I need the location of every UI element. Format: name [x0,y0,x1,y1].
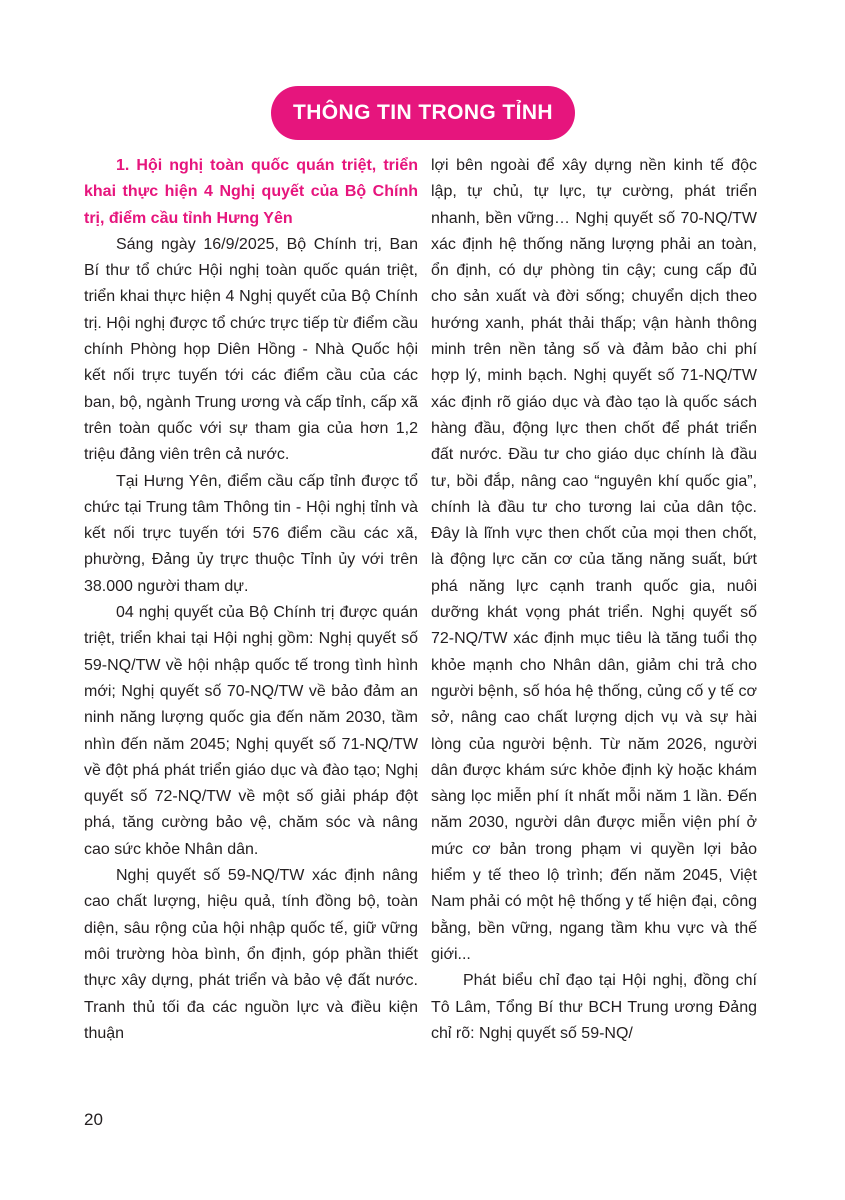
paragraph: lợi bên ngoài để xây dựng nền kinh tế độc lập, tự chủ, tự lực, tự cường, phát triển nhanh, bền vững… Nghị quyết số 70-NQ/TW xác định hệ thống năng lượng phải an toàn, ổn định, có dự phòng tin cậy; cung cấp đủ cho sản xuất và đời sống; chuyển dịch theo hướng xanh, phát thải thấp; vận hành thông minh trên nền tảng số và đảm bảo chi phí hợp lý, minh bạch. Nghị quyết số 71-NQ/TW xác định rõ giáo dục và đào tạo là quốc sách hàng đầu, động lực then chốt để phát triển đất nước. Đầu tư cho giáo dục chính là đầu tư, bồi đắp, nâng cao “nguyên khí quốc gia”, chính là đầu tư cho tương lai của dân tộc. Đây là lĩnh vực then chốt của mọi then chốt, là động lực căn cơ của tăng năng suất, bứt phá năng lực cạnh tranh quốc gia, nuôi dưỡng khát vọng phát triển. Nghị quyết số 72-NQ/TW xác định mục tiêu là tăng tuổi thọ khỏe mạnh cho Nhân dân, giảm chi trả cho người bệnh, số hóa hệ thống, củng cố y tế cơ sở, nâng cao chất lượng dịch vụ và sự hài lòng của người bệnh. Từ năm 2026, người dân được khám sức khỏe định kỳ hoặc khám sàng lọc miễn phí ít nhất mỗi năm 1 lần. Đến năm 2030, người dân được miễn viện phí ở mức cơ bản trong phạm vi quyền lợi bảo hiểm y tế theo lộ trình; đến năm 2045, Việt Nam phải có một hệ thống y tế hiện đại, công bằng, bền vững, ngang tầm khu vực và thế giới... [431,157,757,963]
paragraph: Sáng ngày 16/9/2025, Bộ Chính trị, Ban Bí thư tổ chức Hội nghị toàn quốc quán triệt, triển khai thực hiện 4 Nghị quyết của Bộ Chính trị. Hội nghị được tổ chức trực tiếp từ điểm cầu chính Phòng họp Diên Hồng - Nhà Quốc hội kết nối trực tuyến tới các điểm cầu của các ban, bộ, ngành Trung ương và cấp tỉnh, cấp xã trên toàn quốc với sự tham gia của hơn 1,2 triệu đảng viên trên cả nước. [84,235,418,464]
right-column [431,153,757,1047]
section-banner [271,86,575,140]
left-column [84,153,418,1047]
section-title: THÔNG TIN TRONG TỈNH [293,101,553,124]
article-heading: 1. Hội nghị toàn quốc quán triệt, triển khai thực hiện 4 Nghị quyết của Bộ Chính trị, điểm cầu tỉnh Hưng Yên [84,157,418,227]
page-number: 20 [84,1110,103,1129]
paragraph: Tại Hưng Yên, điểm cầu cấp tỉnh được tổ chức tại Trung tâm Thông tin - Hội nghị tỉnh và kết nối trực tuyến tới 576 điểm cầu các xã, phường, Đảng ủy trực thuộc Tỉnh ủy với trên 38.000 người tham dự. [84,472,418,595]
paragraph: Phát biểu chỉ đạo tại Hội nghị, đồng chí Tô Lâm, Tổng Bí thư BCH Trung ương Đảng chỉ rõ: Nghị quyết số 59-NQ/ [431,972,757,1042]
paragraph: 04 nghị quyết của Bộ Chính trị được quán triệt, triển khai tại Hội nghị gồm: Nghị quyết số 59-NQ/TW về hội nhập quốc tế trong tình hình mới; Nghị quyết số 70-NQ/TW về bảo đảm an ninh năng lượng quốc gia đến năm 2030, tầm nhìn đến năm 2045; Nghị quyết số 71-NQ/TW về đột phá phát triển giáo dục và đào tạo; Nghị quyết số 72-NQ/TW về một số giải pháp đột phá, tăng cường bảo vệ, chăm sóc và nâng cao sức khỏe Nhân dân. [84,604,418,858]
paragraph: Nghị quyết số 59-NQ/TW xác định nâng cao chất lượng, hiệu quả, tính đồng bộ, toàn diện, sâu rộng của hội nhập quốc tế, giữ vững môi trường hòa bình, ổn định, góp phần thiết thực xây dựng, phát triển và bảo vệ đất nước. Tranh thủ tối đa các nguồn lực và điều kiện thuận [84,867,418,1042]
